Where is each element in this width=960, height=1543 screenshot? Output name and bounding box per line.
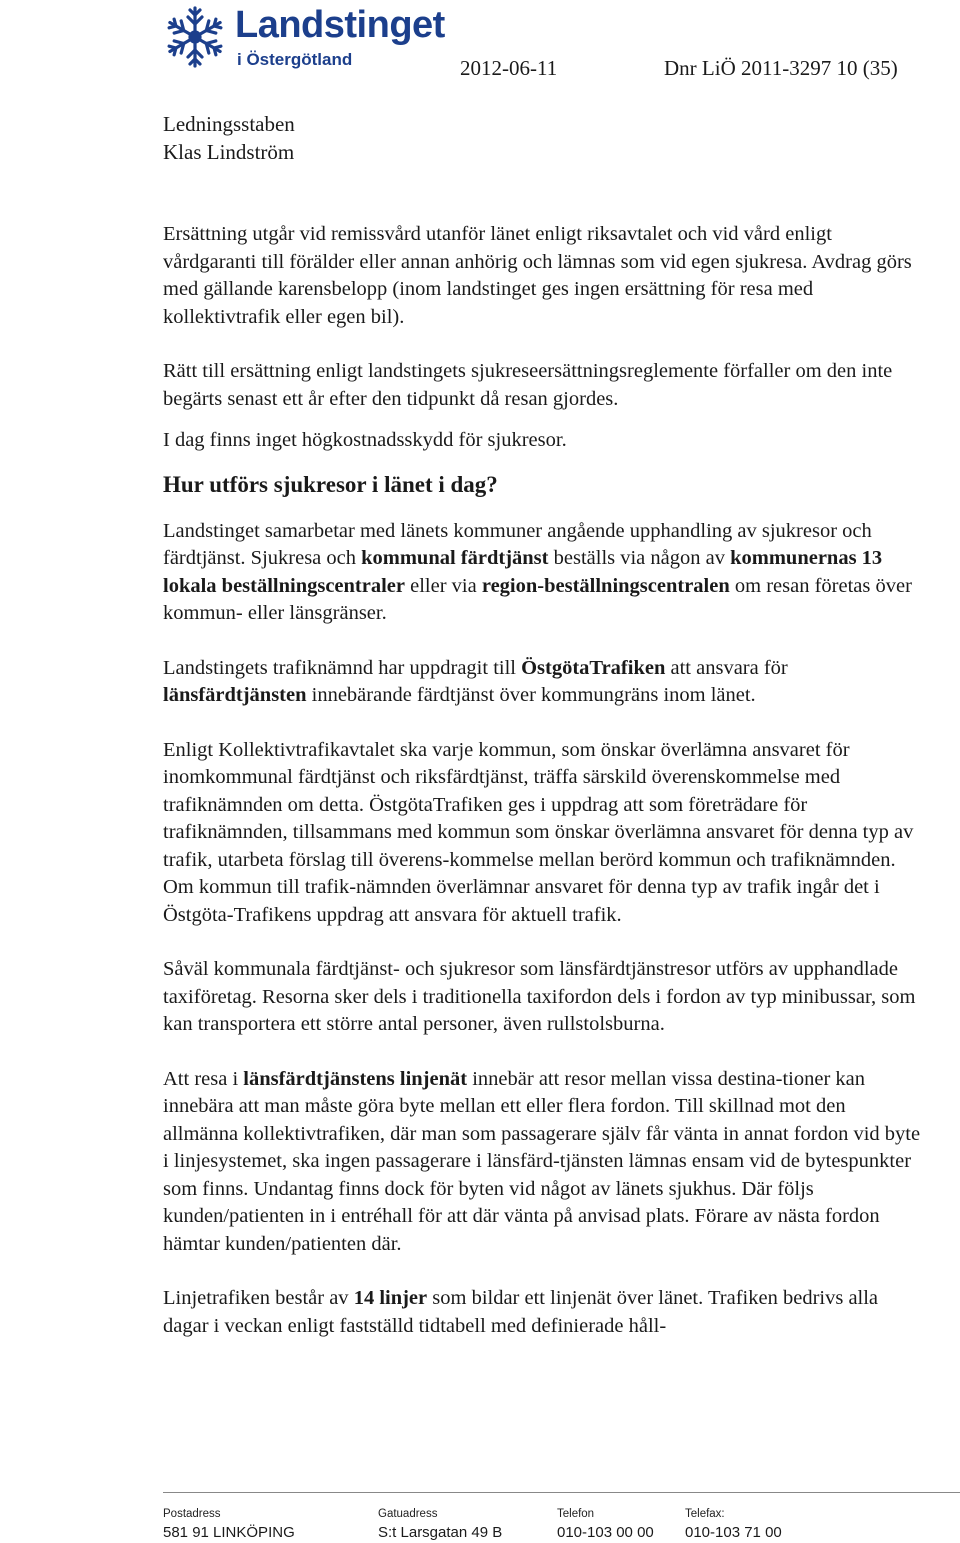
bold-term: 14 linjer <box>353 1287 428 1309</box>
document-date: 2012-06-11 <box>460 56 558 80</box>
bold-term: länsfärdtjänsten <box>163 684 307 706</box>
paragraph-remissvard: Ersättning utgår vid remissvård utanför länet enligt riksavtalet och vid vård enligt vårdgaranti till förälder eller annan anhörig och lämnas som vid egen sjukresa. Avdrag görs med gällande karensbelopp (inom landstinget ges ingen ersättning för resa med kollektivtrafik eller egen bil). <box>163 223 912 328</box>
paragraph-samarbete <box>163 518 923 628</box>
bold-term: länsfärdtjänstens linjenät <box>243 1067 468 1090</box>
footer-value: 010-103 71 00 <box>685 1524 782 1541</box>
footer-postadress <box>163 1508 295 1541</box>
text-span: om resan företas över kommun- eller länsgränser. <box>163 574 912 624</box>
paragraph-trafiknamnd <box>163 655 923 710</box>
logo-name: Landstinget <box>235 4 445 46</box>
footer-gatuadress <box>378 1508 502 1541</box>
footer-value: 010-103 00 00 <box>557 1524 654 1541</box>
footer-divider <box>163 1492 960 1493</box>
paragraph-hogkostnadsskydd: I dag finns inget högkostnadsskydd för sjukresor. <box>163 429 567 451</box>
paragraph-linjetrafiken <box>163 1285 923 1340</box>
sender-block <box>163 110 295 166</box>
footer-label: Gatuadress <box>378 1508 438 1520</box>
paragraph-kollektivtrafikavtalet: Enligt Kollektivtrafikavtalet ska varje kommun, som önskar överlämna ansvaret för inomkommunal färdtjänst och riksfärdtjänst, träffa särskild överenskommelse med trafiknämnden om detta. ÖstgötaTrafiken ges i uppdrag att som företrädare för trafiknämnden, tillsammans med kommun som önskar överlämna ansvaret för denna typ av trafik, utarbeta förslag till överens-kommelse mellan berörd kommun och trafiknämnden. Om kommun till trafik-nämnden överlämnar ansvaret för denna typ av trafik ingår det i Östgöta-Trafikens uppdrag att ansvara för aktuell trafik. <box>163 738 914 926</box>
snowflake-emblem-icon <box>163 2 227 72</box>
landstinget-logo <box>163 2 463 74</box>
text-span: Landstinget samarbetar med länets kommuner angående upphandling av sjukresor och färdtjänst. Sjukresa och <box>163 519 872 569</box>
bold-term: ÖstgötaTrafiken <box>521 656 666 679</box>
section-heading: Hur utförs sjukresor i länet i dag? <box>163 471 498 497</box>
text-span: som bildar ett linjenät över länet. Trafiken bedrivs alla dagar i veckan enligt fastställd tidtabell med definierade håll- <box>163 1287 879 1337</box>
text-span: Linjetrafiken består av <box>163 1287 354 1309</box>
logo-subtitle: i Östergötland <box>237 50 353 69</box>
footer-value: S:t Larsgatan 49 B <box>378 1524 503 1541</box>
bold-term: kommunal färdtjänst <box>361 547 549 569</box>
document-reference: Dnr LiÖ 2011-3297 10 (35) <box>664 56 898 80</box>
text-span: Landstingets trafiknämnd har uppdragit till <box>163 656 522 679</box>
paragraph-ratt-till-ersattning: Rätt till ersättning enligt landstingets sjukreseersättningsreglemente förfaller om den inte begärts senast ett år efter den tidpunkt då resan gjordes. <box>163 360 893 410</box>
text-span: beställs via någon av <box>548 547 731 569</box>
bold-term: kommunernas 13 lokala beställningscentraler <box>163 547 883 597</box>
paragraph-taxiforetag: Såväl kommunala färdtjänst- och sjukresor som länsfärdtjänstresor utförs av upphandlade taxiföretag. Resorna sker dels i traditionella taxifordon dels i fordon av typ minibussar, som kan transportera ett större antal personer, även rullstolsburna. <box>163 958 916 1035</box>
footer-value: 581 91 LINKÖPING <box>163 1524 295 1541</box>
bold-term: region-beställningscentralen <box>481 574 730 597</box>
document-body <box>163 221 923 1367</box>
paragraph-linjenat <box>163 1066 923 1259</box>
footer-telefax <box>685 1508 782 1541</box>
text-span: Att resa i <box>163 1067 244 1090</box>
text-span: eller via <box>405 574 482 597</box>
footer-label: Telefon <box>557 1508 595 1520</box>
footer-telefon <box>557 1508 654 1541</box>
sender-department: Ledningsstaben <box>163 112 295 136</box>
footer-label: Postadress <box>163 1508 221 1520</box>
text-span: innebär att resor mellan vissa destina-tioner kan innebära att man måste göra byte mellan ett eller flera fordon. Till skillnad mot den allmänna kollektivtrafiken, där man som passagerare själv får vänta in annat fordon vid byte i linjesystemet, ska ingen passagerare i länsfärd-tjänsten lämnas ensam vid de bytespunkter som finns. Undantag finns dock för byten vid något av länets sjukhus. Där följs kunden/patienten in i entréhall för att där vänta på anvisad plats. Förare av nästa fordon hämtar kunden/patienten där. <box>163 1067 921 1255</box>
sender-name: Klas Lindström <box>163 140 295 164</box>
footer-label: Telefax: <box>685 1508 725 1520</box>
text-span: att ansvara för <box>665 656 788 679</box>
text-span: innebärande färdtjänst över kommungräns inom länet. <box>306 684 756 706</box>
